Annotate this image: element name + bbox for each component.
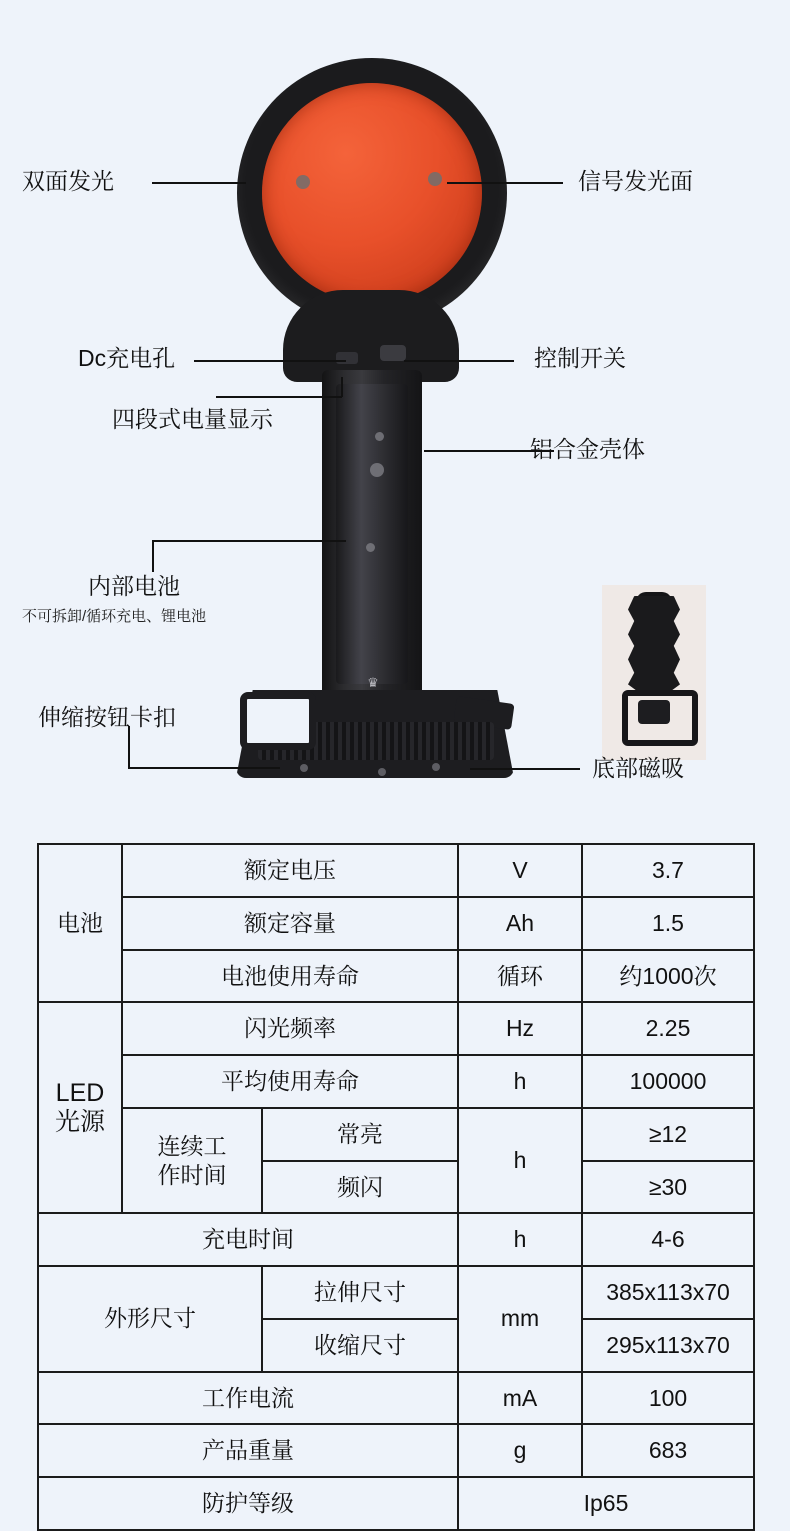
leader-line-telescopic-v — [128, 726, 130, 768]
cell-continuous-work-label — [122, 1108, 262, 1214]
body-screw-icon — [370, 463, 384, 477]
table-row — [38, 1266, 754, 1319]
table-row — [38, 844, 754, 897]
cell-charging-time-unit: h — [458, 1213, 582, 1266]
cell-led-group-line2: 光源 — [54, 1107, 105, 1136]
body-screw-icon — [375, 432, 384, 441]
callout-internal-battery-note: 不可拆卸/循环充电、锂电池 — [22, 608, 207, 625]
table-row — [38, 1108, 754, 1161]
cell-battery-life-label: 电池使用寿命 — [122, 950, 458, 1003]
cell-flash-frequency-unit: Hz — [458, 1002, 582, 1055]
table-row — [38, 1213, 754, 1266]
table-row — [38, 1424, 754, 1477]
lamp-neck — [283, 290, 459, 382]
leader-line-control-switch — [404, 360, 514, 362]
cell-extended-size-value: 385x113x70 — [582, 1266, 754, 1319]
cell-rated-capacity-value: 1.5 — [582, 897, 754, 950]
base-foot-icon — [378, 768, 386, 776]
leader-line-battery-display-h — [216, 396, 342, 398]
cell-charging-time-value: 4-6 — [582, 1213, 754, 1266]
callout-bottom-magnetic-suction: 底部磁吸 — [592, 755, 684, 781]
cell-battery-life-unit: 循环 — [458, 950, 582, 1003]
leader-line-aluminum-housing-2 — [424, 450, 506, 452]
lens-screw-left-icon — [296, 175, 310, 189]
base-foot-icon — [432, 763, 440, 771]
callout-internal-battery: 内部电池 — [88, 573, 180, 599]
cell-led-group-line1: LED — [55, 1079, 105, 1107]
table-row — [38, 1372, 754, 1425]
cell-rated-capacity-label: 额定容量 — [122, 897, 458, 950]
cell-led-group — [38, 1002, 122, 1213]
cell-steady-on-label: 常亮 — [262, 1108, 458, 1161]
lamp-lens — [262, 83, 482, 303]
cell-extended-size-label: 拉伸尺寸 — [262, 1266, 458, 1319]
cell-work-time-unit: h — [458, 1108, 582, 1214]
cell-continuous-work-line2: 作时间 — [157, 1161, 227, 1188]
cell-rated-capacity-unit: Ah — [458, 897, 582, 950]
cell-working-current-unit: mA — [458, 1372, 582, 1425]
callout-telescopic-button-buckle: 伸缩按钮卡扣 — [38, 704, 176, 730]
cell-protection-level-label: 防护等级 — [38, 1477, 458, 1530]
leader-line-bottom-magnet — [470, 768, 580, 770]
callout-dc-charging-port: Dc充电孔 — [78, 345, 176, 371]
callout-double-sided-light: 双面发光 — [22, 168, 114, 194]
cell-rated-voltage-unit: V — [458, 844, 582, 897]
bell-icon: ♛ — [367, 675, 379, 690]
cell-average-life-label: 平均使用寿命 — [122, 1055, 458, 1108]
leader-line-internal-battery-h — [152, 540, 346, 542]
leader-line-battery-display-v — [341, 377, 343, 397]
cell-strobe-label: 频闪 — [262, 1161, 458, 1214]
cell-working-current-label: 工作电流 — [38, 1372, 458, 1425]
leader-line-internal-battery-v — [152, 540, 154, 572]
leader-line-double-sided-light — [152, 182, 246, 184]
callout-control-switch: 控制开关 — [534, 345, 626, 371]
table-row — [38, 950, 754, 1003]
cell-product-weight-unit: g — [458, 1424, 582, 1477]
cell-working-current-value: 100 — [582, 1372, 754, 1425]
callout-aluminum-alloy-housing: 铝合金壳体 — [530, 436, 645, 462]
lamp-body-inner — [336, 384, 408, 684]
cell-average-life-unit: h — [458, 1055, 582, 1108]
cell-strobe-value: ≥30 — [582, 1161, 754, 1214]
cell-battery-group: 电池 — [38, 844, 122, 1002]
telescopic-button-clip — [240, 692, 316, 750]
leader-line-telescopic-h — [128, 767, 280, 769]
callout-signal-light-surface: 信号发光面 — [578, 168, 693, 194]
cell-retracted-size-label: 收缩尺寸 — [262, 1319, 458, 1372]
table-row — [38, 1055, 754, 1108]
inset-buckle — [638, 700, 670, 724]
cell-flash-frequency-value: 2.25 — [582, 1002, 754, 1055]
table-row — [38, 897, 754, 950]
cell-product-weight-value: 683 — [582, 1424, 754, 1477]
cell-product-weight-label: 产品重量 — [38, 1424, 458, 1477]
body-screw-icon — [366, 543, 375, 552]
cell-continuous-work-line1: 连续工 — [157, 1132, 227, 1159]
inset-device-back — [628, 596, 680, 692]
cell-dimensions-label: 外形尺寸 — [38, 1266, 262, 1372]
cell-rated-voltage-value: 3.7 — [582, 844, 754, 897]
base-foot-icon — [300, 764, 308, 772]
table-row — [38, 1002, 754, 1055]
cell-retracted-size-value: 295x113x70 — [582, 1319, 754, 1372]
lens-screw-right-icon — [428, 172, 442, 186]
cell-rated-voltage-label: 额定电压 — [122, 844, 458, 897]
cell-battery-life-value: 约1000次 — [582, 950, 754, 1003]
callout-four-level-battery-display: 四段式电量显示 — [112, 406, 273, 432]
cell-dimensions-unit: mm — [458, 1266, 582, 1372]
leader-line-dc-port — [194, 360, 346, 362]
leader-line-signal-surface — [447, 182, 563, 184]
cell-protection-level-value: Ip65 — [458, 1477, 754, 1530]
cell-flash-frequency-label: 闪光频率 — [122, 1002, 458, 1055]
control-switch-part — [380, 345, 406, 361]
dc-charging-port-part — [336, 352, 358, 364]
cell-average-life-value: 100000 — [582, 1055, 754, 1108]
cell-charging-time-label: 充电时间 — [38, 1213, 458, 1266]
cell-steady-on-value: ≥12 — [582, 1108, 754, 1161]
specification-table — [37, 843, 755, 1531]
table-row — [38, 1477, 754, 1530]
